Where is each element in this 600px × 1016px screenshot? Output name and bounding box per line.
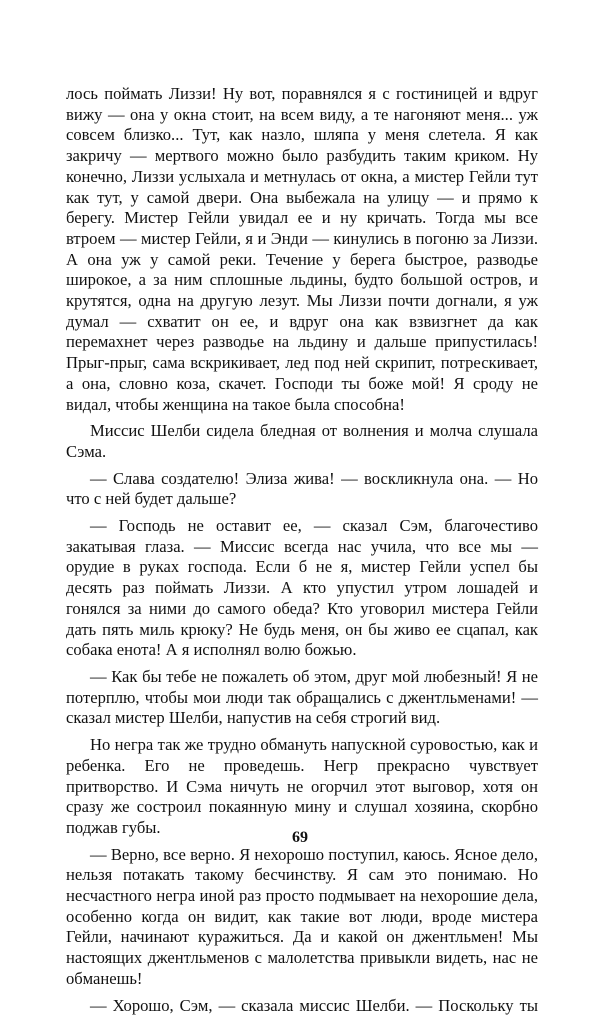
paragraph-7: — Верно, все верно. Я нехорошо поступил, каюсь. Ясное дело, нельзя потакать такому бесчинству. Я сам это понимаю. Но несчастного негра иной раз просто подмывает на нехорошие дела, особенно когда он видит, как такие вот люди, вроде мистера Гейли, начинают куражиться. Да и какой он джентльмен! Мы настоящих джентльменов с малолетства привыкли видеть, нас не обманешь! [66,844,538,988]
paragraph-2: Миссис Шелби сидела бледная от волнения и молча слушала Сэма. [66,421,538,461]
book-page-text [66,84,538,1016]
paragraph-3: — Слава создателю! Элиза жива! — воскликнула она. — Но что с ней будет дальше? [66,468,538,509]
page-number: 69 [292,829,308,846]
paragraph-6: Но негра так же трудно обмануть напускной суровостью, как и ребенка. Его не проведешь. Негр прекрасно чувствует притворство. И Сэма ничуть не огорчил этот выговор, хотя он сразу же состроил покаянную мину и слушал хозяина, скорбно поджав губы. [66,735,538,837]
paragraph-1: лось поймать Лиззи! Ну вот, поравнялся я с гостиницей и вдруг вижу — она у окна стоит, на всем виду, а те нагоняют меня... уж совсем близко... Тут, как назло, шляпа у меня слетела. Я как закричу — мертвого можно было разбудить таким криком. Ну конечно, Лиззи услыхала и метнулась от окна, а мистер Гейли тут как тут, у самой двери. Она выбежала на улицу — и прямо к берегу. Мистер Гейли увидал ее и ну кричать. Тогда мы все втроем — мистер Гейли, я и Энди — кинулись в погоню за Лиззи. А она уж у самой реки. Течение у берега быстрое, разводье широкое, а за ним сплошные льдины, будто большой остров, и крутятся, одна на другую лезут. Мы Лиззи почти догнали, я уж думал — схватит он ее, и вдруг она как взвизгнет да как перемахнет через разводье на льдину и дальше припустилась! Прыг-прыг, сама вскрикивает, лед под ней скрипит, потрескивает, а она, словно коза, скачет. Господи ты боже мой! Я сроду не видал, чтобы женщина на такое была способна! [66,84,538,414]
paragraph-8: — Хорошо, Сэм, — сказала миссис Шелби. — Поскольку ты [90,995,538,1015]
paragraph-5: — Как бы тебе не пожалеть об этом, друг мой любезный! Я не потерплю, чтобы мои люди так обращались с джентльменами! — сказал мистер Шелби, напустив на себя строгий вид. [66,666,538,728]
paragraph-4: — Господь не оставит ее, — сказал Сэм, благочестиво закатывая глаза. — Миссис всегда нас учила, что все мы — орудие в руках господа. Если б не я, мистер Гейли успел бы десять раз поймать Лиззи. А кто упустил утром лошадей и гонялся за ними до самого обеда? Кто уговорил мистера Гейли дать пять миль крюку? Не будь меня, он бы живо ее сцапал, как собака енота! А я исполнял волю божью. [66,516,538,660]
